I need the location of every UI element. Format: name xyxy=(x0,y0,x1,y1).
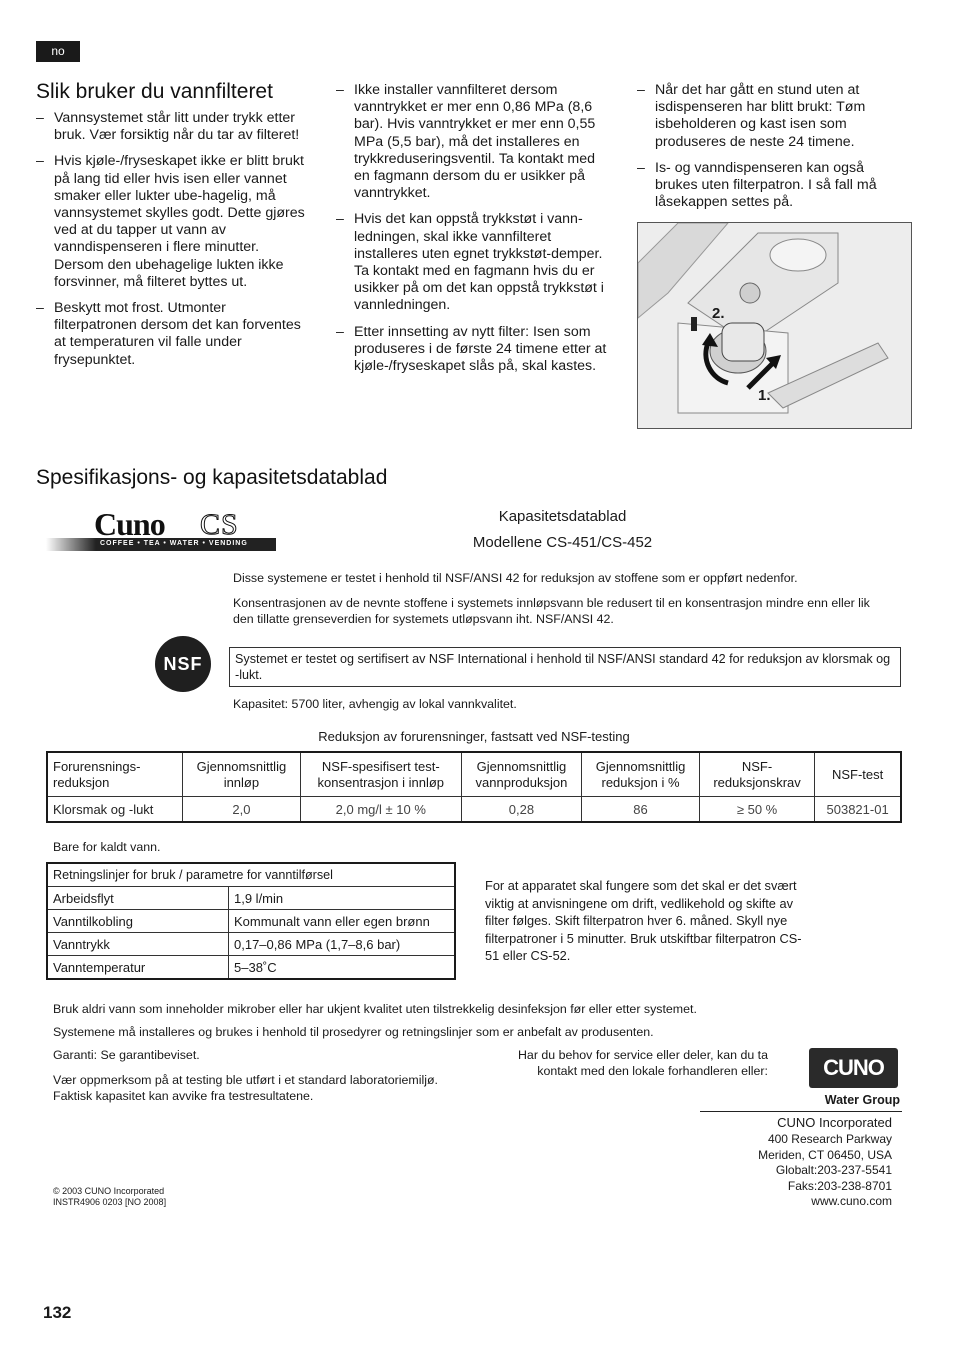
paragraph-tested: Disse systemene er testet i henhold til NSF/ANSI 42 for reduksjon av stoffene som er oppført nedenfor. xyxy=(233,571,798,585)
address-line: 400 Research Parkway xyxy=(767,1132,892,1146)
certification-box: Systemet er testet og sertifisert av NSF International i henhold til NSF/ANSI standard 42 for reduksjon av klorsmak og -lukt. xyxy=(229,647,901,687)
sheet-models: Modellene CS-451/CS-452 xyxy=(472,534,653,551)
section-title-usage: Slik bruker du vannfilteret xyxy=(36,80,273,103)
logo-cs-text: CS xyxy=(200,508,239,541)
table-header: Gjennomsnittlig vannproduksjon xyxy=(461,752,581,797)
table-caption: Reduksjon av forurensninger, fastsatt ved NSF-testing xyxy=(318,729,630,744)
warning-install: Systemene må installeres og brukes i henhold til prosedyrer og retningslinjer som er anbefalt av produsenten. xyxy=(53,1025,654,1039)
usage-bullet: – Vannsystemet står litt under trykk etter bruk. Vær forsiktig når du tar av filteret! xyxy=(36,110,306,144)
company-address xyxy=(700,1132,892,1210)
company-name: CUNO Incorporated xyxy=(777,1115,892,1130)
logo-tagline: COFFEE • TEA • WATER • VENDING xyxy=(100,540,248,547)
usage-bullet: – Når det har gått en stund uten at isdispenseren har blitt brukt: Tøm isbeholderen og kast isen som produseres de neste 24 timene. xyxy=(637,82,907,151)
table-cell: ≥ 50 % xyxy=(699,797,814,823)
usage-bullet: – Etter innsetting av nytt filter: Isen som produseres i de første 24 timene etter at kjøle-/fryseskapet slås på, skal kastes. xyxy=(336,324,611,376)
param-value: 5–38˚C xyxy=(229,956,456,980)
usage-column-1 xyxy=(36,110,306,378)
reduction-table xyxy=(46,751,902,823)
table-header: NSF-test xyxy=(815,752,901,797)
address-line: Globalt:203-237-5541 xyxy=(775,1163,892,1177)
table-cell: 2,0 xyxy=(183,797,301,823)
filter-cap-illustration xyxy=(637,222,912,429)
page-number: 132 xyxy=(43,1303,72,1322)
table-cell: 503821-01 xyxy=(815,797,901,823)
cold-water-note: Bare for kaldt vann. xyxy=(53,840,161,854)
warning-microbes: Bruk aldri vann som inneholder mikrober eller har ukjent kvalitet uten tilstrekkelig desinfeksjon før eller etter systemet. xyxy=(53,1002,697,1016)
table-cell: 2,0 mg/l ± 10 % xyxy=(300,797,461,823)
table-cell: 86 xyxy=(582,797,700,823)
address-line: Meriden, CT 06450, USA xyxy=(758,1147,892,1162)
table-header: Gjennomsnittlig reduksjon i % xyxy=(582,752,700,797)
table-header: Gjennomsnittlig innløp xyxy=(183,752,301,797)
lab-note: Vær oppmerksom på at testing ble utført i et standard laboratoriemiljø. Faktisk kapasitet kan avvike fra testresultatene. xyxy=(53,1073,438,1103)
param-value: Kommunalt vann eller egen brønn xyxy=(229,910,456,933)
maintenance-note: For at apparatet skal fungere som det skal er det svært viktig at anvisningene om drift, vedlikehold og skifte av filter følges. Skift filterpatron hver 6. måned. Skyll nye filterpatroner i 5 minutter. Bruk utskiftbar filterpatron CS-51 eller CS-52. xyxy=(485,878,802,963)
parameters-table xyxy=(46,862,456,980)
step-2-label: 2. xyxy=(712,305,725,322)
divider xyxy=(700,1111,902,1112)
table-cell: Klorsmak og -lukt xyxy=(47,797,183,823)
table-row xyxy=(47,887,455,910)
warranty-note: Garanti: Se garantibeviset. xyxy=(53,1048,200,1062)
table-cell: 0,28 xyxy=(461,797,581,823)
table-row xyxy=(47,910,455,933)
usage-column-2 xyxy=(336,82,611,384)
table-header: Forurensnings- reduksjon xyxy=(47,752,183,797)
capacity-text: Kapasitet: 5700 liter, avhengig av lokal vannkvalitet. xyxy=(233,697,517,711)
table-row xyxy=(47,797,901,823)
sheet-title: Kapasitetsdatablad xyxy=(498,508,627,525)
param-label: Vanntrykk xyxy=(47,933,229,956)
table-row xyxy=(47,956,455,980)
param-value: 1,9 l/min xyxy=(229,887,456,910)
address-line: Faks:203-238-8701 xyxy=(787,1178,892,1193)
table-row xyxy=(47,933,455,956)
copyright: © 2003 CUNO Incorporated xyxy=(53,1186,165,1196)
param-label: Vanntemperatur xyxy=(47,956,229,980)
usage-bullet: – Beskytt mot frost. Utmonter filterpatronen dersom det kan forventes at temperaturen vil falle under frysepunktet. xyxy=(36,300,306,369)
usage-bullet: – Ikke installer vannfilteret dersom vanntrykket er mer enn 0,86 MPa (8,6 bar). Hvis vanntrykket er mer enn 0,55 MPa (5,5 bar), må det installeres en trykkreduseringsventil. Ta kontakt med en fagmann dersom du er usikker på vanntrykket. xyxy=(336,82,611,202)
section-title-specs: Spesifikasjons- og kapasitetsdatablad xyxy=(36,466,388,489)
language-tag: no xyxy=(36,41,80,62)
params-header: Retningslinjer for bruk / parametre for vanntilførsel xyxy=(47,863,455,887)
filter-cap-drawing xyxy=(638,223,911,428)
param-value: 0,17–0,86 MPa (1,7–8,6 bar) xyxy=(229,933,456,956)
logo-cuno-text: Cuno xyxy=(94,506,165,542)
water-group-label: Water Group xyxy=(824,1093,900,1107)
step-1-label: 1. xyxy=(758,387,771,404)
param-label: Arbeidsflyt xyxy=(47,887,229,910)
website: www.cuno.com xyxy=(811,1194,892,1208)
service-note: Har du behov for service eller deler, kan du ta kontakt med den lokale forhandleren eller: xyxy=(517,1048,768,1078)
table-header: NSF- reduksjonskrav xyxy=(699,752,814,797)
usage-column-3 xyxy=(637,82,907,220)
usage-bullet: – Hvis det kan oppstå trykkstøt i vann-ledningen, skal ikke vannfilteret installeres uten egnet trykkstøt-demper. Ta kontakt med en fagmann hvis du er usikker på om det kan oppstå trykkstøt i vannledningen. xyxy=(336,211,611,314)
usage-bullet: – Is- og vanndispenseren kan også brukes uten filterpatron. I så fall må låsekappen settes på. xyxy=(637,160,907,212)
param-label: Vanntilkobling xyxy=(47,910,229,933)
params-header-row xyxy=(47,863,455,887)
cuno-cs-logo xyxy=(46,508,276,554)
cuno-logo: CUNO xyxy=(809,1048,898,1088)
table-header-row xyxy=(47,752,901,797)
table-header: NSF-spesifisert test- konsentrasjon i innløp xyxy=(300,752,461,797)
instruction-code: INSTR4906 0203 [NO 2008] xyxy=(53,1197,167,1207)
usage-bullet: – Hvis kjøle-/fryseskapet ikke er blitt brukt på lang tid eller hvis isen eller vannet smaker eller lukter ube-hagelig, må vannsystemet skylles godt. Dette gjøres ved at du tapper ut vann av vanndispenseren i flere minutter. Dersom den ubehagelige lukten ikke forsvinner, må filteret byttes ut. xyxy=(36,153,306,291)
paragraph-concentration: Konsentrasjonen av de nevnte stoffene i systemets innløpsvann ble redusert til en konsentrasjon mindre enn eller lik den tillatte grenseverdien for systemets utløpsvann iht. NSF/ANSI 42. xyxy=(233,596,870,626)
nsf-logo: NSF xyxy=(155,636,211,692)
